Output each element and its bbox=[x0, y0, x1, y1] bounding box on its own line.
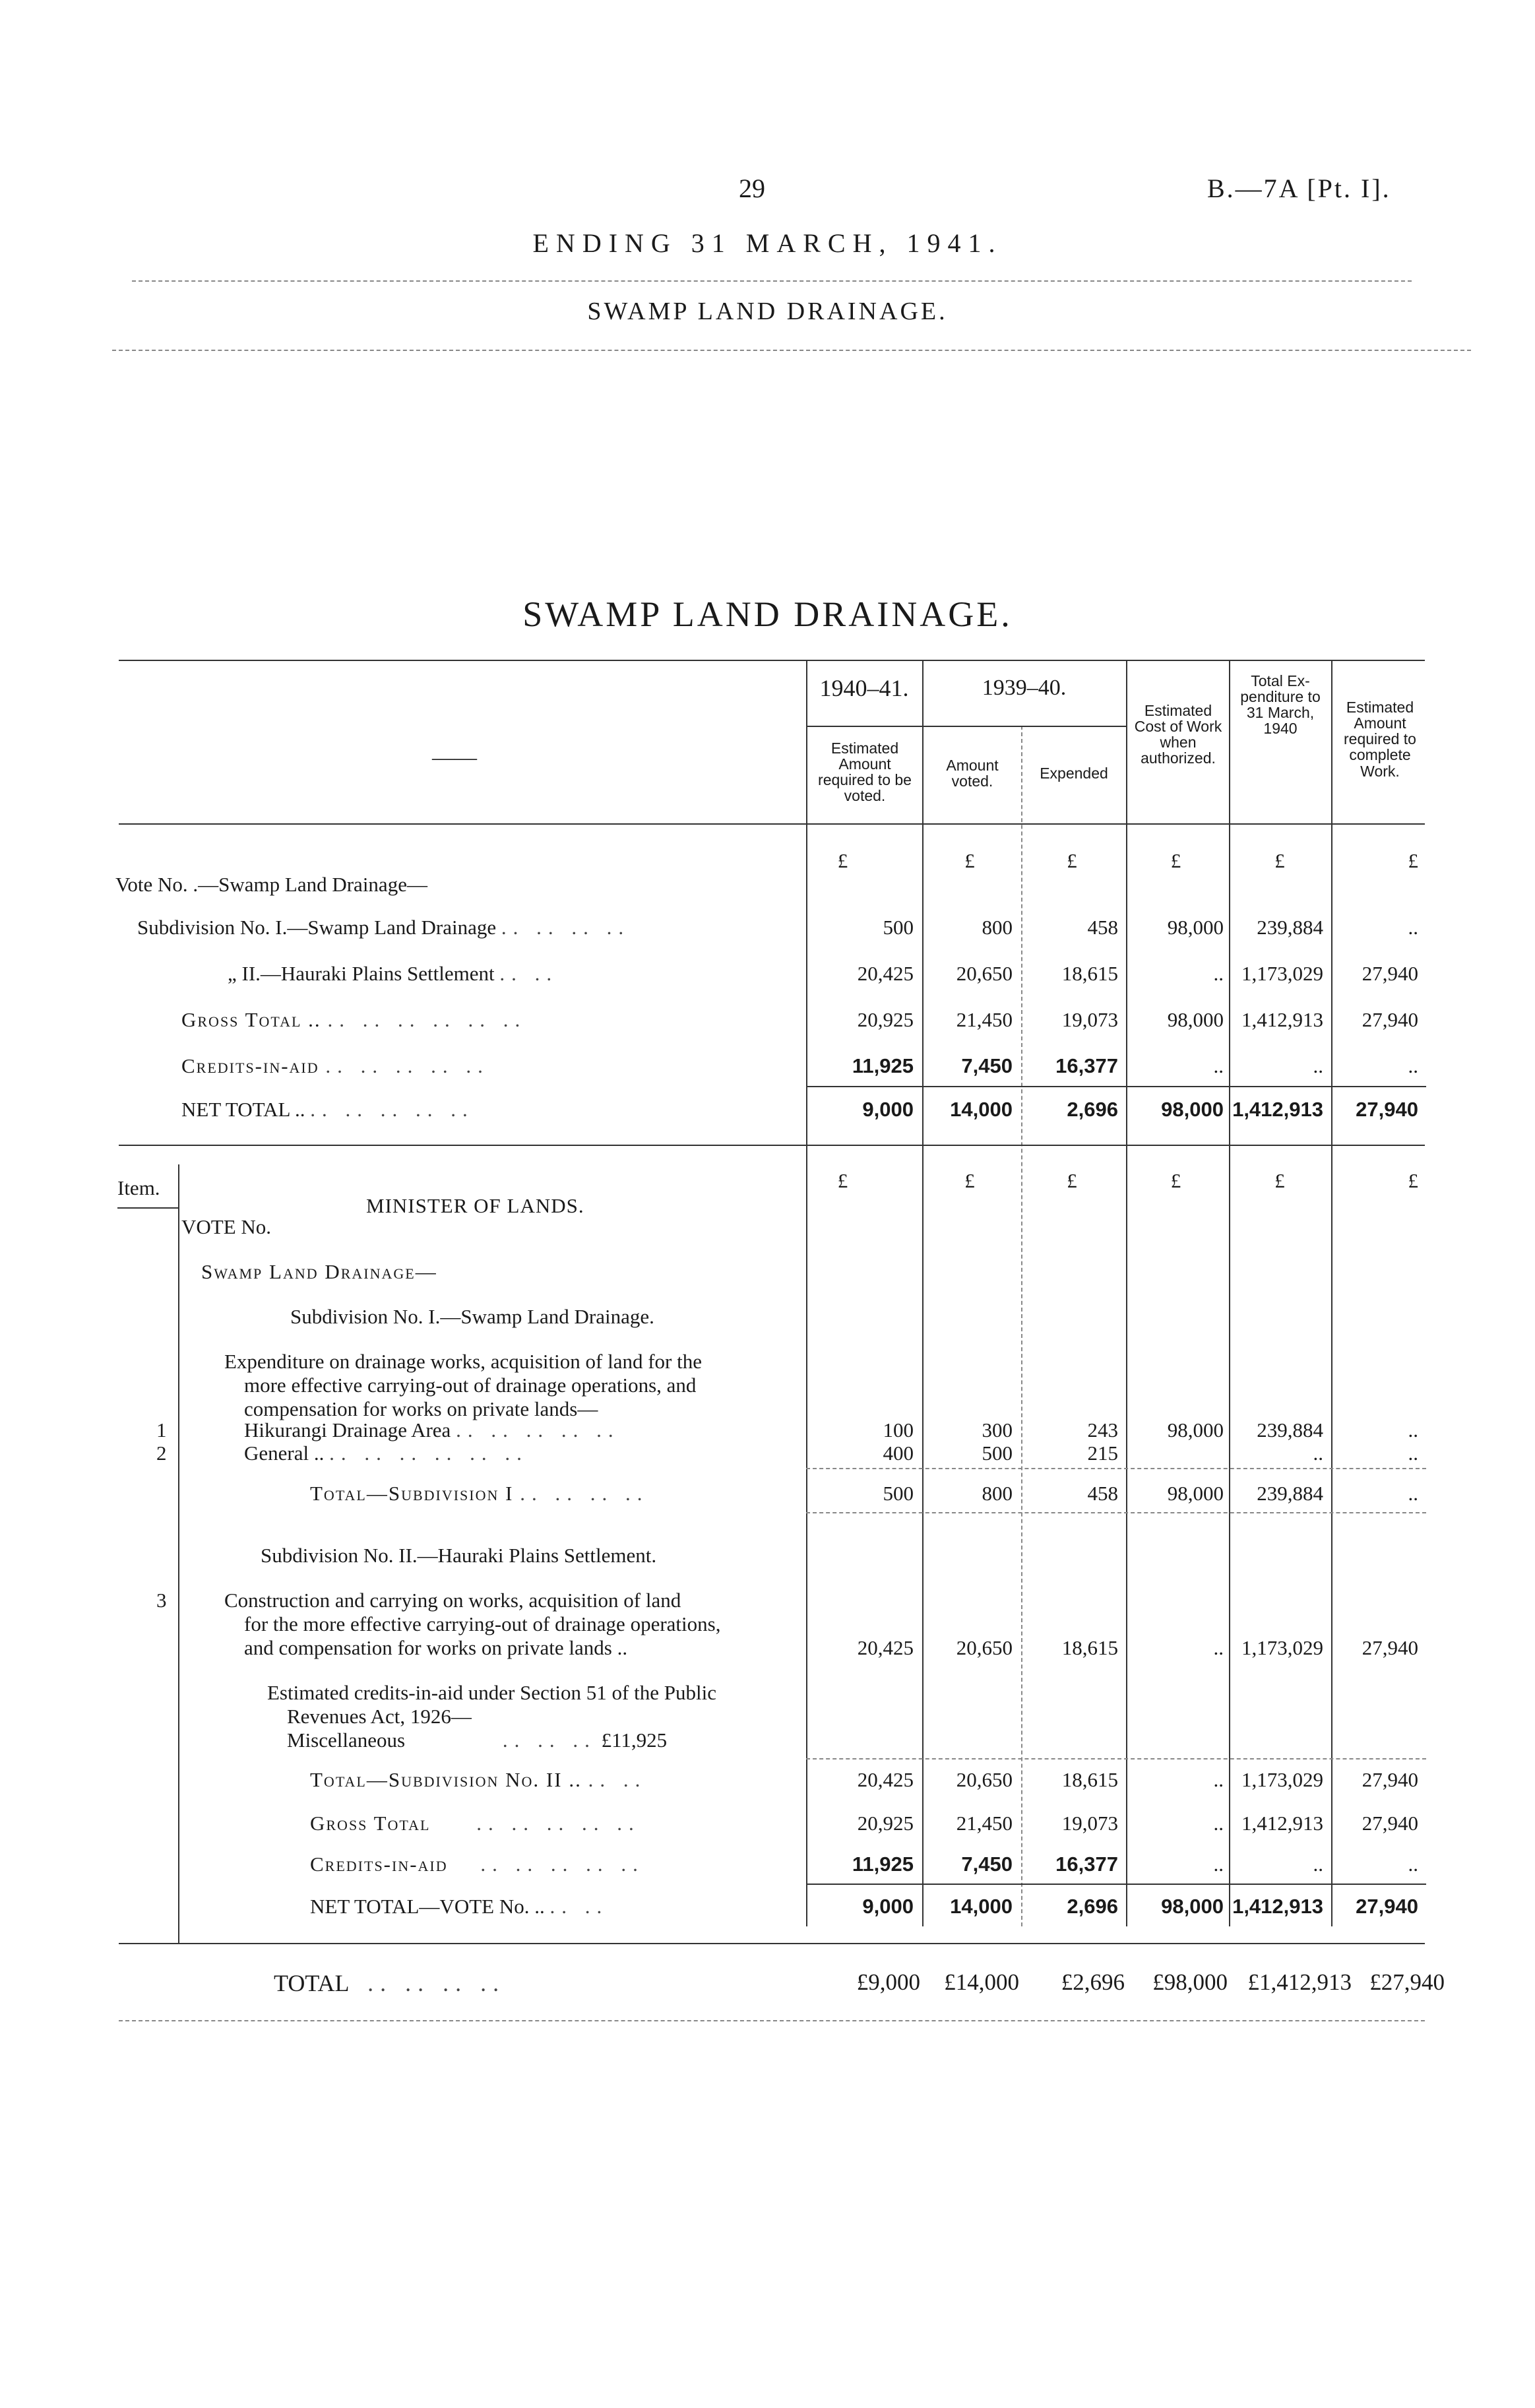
cell-expended: 16,377 bbox=[1055, 1054, 1118, 1077]
miscellaneous-line: Miscellaneous .. .. .. £11,925 bbox=[287, 1728, 668, 1752]
cell-expended: 18,615 bbox=[1061, 1768, 1118, 1791]
cell-expended: 18,615 bbox=[1061, 1636, 1118, 1659]
item-label: Hikurangi Drainage Area .. .. .. .. .. bbox=[244, 1418, 620, 1442]
cell-total-exp: 239,884 bbox=[1257, 1482, 1323, 1505]
cell-expended: 18,615 bbox=[1061, 962, 1118, 985]
section-rule bbox=[119, 1943, 1425, 1944]
period-heading: ENDING 31 MARCH, 1941. bbox=[532, 228, 1003, 258]
document-reference: B.—7A [Pt. I]. bbox=[1207, 174, 1391, 203]
cell-complete: .. bbox=[1408, 916, 1418, 939]
cell-total-exp: 1,173,029 bbox=[1241, 1768, 1323, 1791]
rule bbox=[806, 1758, 1426, 1759]
item-number: 3 bbox=[156, 1589, 167, 1612]
cell-cost: .. bbox=[1213, 1812, 1224, 1835]
cell-voted: 800 bbox=[982, 916, 1013, 939]
page-number: 29 bbox=[739, 174, 765, 203]
cell-voted: 21,450 bbox=[956, 1008, 1013, 1031]
col-separator bbox=[1021, 726, 1022, 1926]
grand-total-expenditure: £1,412,913 bbox=[1247, 1969, 1352, 1995]
cell-cost: 98,000 bbox=[1167, 1418, 1224, 1442]
cell-expended: 2,696 bbox=[1067, 1098, 1118, 1121]
cell-total-exp: 1,412,913 bbox=[1241, 1008, 1323, 1031]
cell-estimated: 20,425 bbox=[857, 1636, 914, 1659]
cell-expended: 19,073 bbox=[1061, 1812, 1118, 1835]
grand-total-estimated: £9,000 bbox=[856, 1969, 920, 1995]
cell-cost: .. bbox=[1213, 1054, 1224, 1077]
grand-total-label: TOTAL .. .. .. .. bbox=[274, 1970, 506, 1996]
cell-expended: 458 bbox=[1087, 916, 1118, 939]
cell-complete: .. bbox=[1408, 1418, 1418, 1442]
pound-sign: £ bbox=[1408, 849, 1418, 872]
cell-estimated: 20,925 bbox=[857, 1812, 914, 1835]
cell-voted: 14,000 bbox=[950, 1895, 1013, 1918]
col-estimated-cost: Estimated Cost of Work when authorized. bbox=[1134, 702, 1222, 767]
summary-vote-line: Vote No. .—Swamp Land Drainage— bbox=[115, 873, 427, 896]
bottom-rule bbox=[119, 2020, 1425, 2021]
cell-complete: 27,940 bbox=[1362, 1768, 1418, 1791]
cell-estimated: 9,000 bbox=[862, 1895, 914, 1918]
subdivision-1-title: Subdivision No. I.—Swamp Land Drainage. bbox=[290, 1305, 654, 1328]
cell-estimated: 20,425 bbox=[857, 962, 914, 985]
pound-sign: £ bbox=[1067, 1169, 1077, 1192]
cell-estimated: 500 bbox=[883, 916, 914, 939]
cell-cost: 98,000 bbox=[1161, 1895, 1224, 1918]
pound-sign: £ bbox=[1067, 849, 1077, 872]
cell-cost: 98,000 bbox=[1161, 1098, 1224, 1121]
pound-sign: £ bbox=[1170, 849, 1181, 872]
summary-row-label: Gross Total .. .. .. .. .. .. .. bbox=[181, 1008, 527, 1031]
summary-row-label: Subdivision No. I.—Swamp Land Drainage .. .. .. .. bbox=[137, 916, 631, 939]
cell-total-exp: .. bbox=[1313, 1442, 1323, 1465]
rule bbox=[806, 1086, 1426, 1087]
summary-row-label: „ II.—Hauraki Plains Settlement .. .. bbox=[228, 962, 559, 985]
divider bbox=[132, 280, 1412, 282]
header-mid-rule bbox=[806, 726, 1126, 727]
cell-cost: .. bbox=[1213, 1853, 1224, 1876]
cell-cost: .. bbox=[1213, 1768, 1224, 1791]
cell-cost: 98,000 bbox=[1167, 1008, 1224, 1031]
col-separator bbox=[922, 660, 924, 1926]
cell-expended: 458 bbox=[1087, 1482, 1118, 1505]
col-amount-voted: Amount voted. bbox=[946, 757, 999, 790]
minister-heading: MINISTER OF LANDS. bbox=[366, 1194, 584, 1217]
total-label: Gross Total .. .. .. .. .. bbox=[310, 1812, 641, 1835]
cell-voted: 7,450 bbox=[961, 1054, 1013, 1077]
cell-total-exp: 1,173,029 bbox=[1241, 1636, 1323, 1659]
item-number: 1 bbox=[156, 1418, 167, 1442]
cell-total-exp: 239,884 bbox=[1257, 916, 1323, 939]
cell-voted: 14,000 bbox=[950, 1098, 1013, 1121]
cell-complete: 27,940 bbox=[1362, 1008, 1418, 1031]
vote-number: VOTE No. bbox=[181, 1215, 272, 1238]
item-column-rule bbox=[178, 1164, 179, 1943]
cell-total-exp: 239,884 bbox=[1257, 1418, 1323, 1442]
cell-complete: .. bbox=[1408, 1482, 1418, 1505]
total-label: Total—Subdivision No. II .. .. .. bbox=[310, 1768, 647, 1791]
cell-estimated: 400 bbox=[883, 1442, 914, 1465]
col-estimated-required: Estimated Amount required to be voted. bbox=[818, 740, 912, 805]
cell-total-exp: .. bbox=[1313, 1853, 1323, 1876]
cell-total-exp: 1,412,913 bbox=[1232, 1098, 1323, 1121]
total-label: NET TOTAL—VOTE No. .. .. .. bbox=[310, 1895, 609, 1918]
swamp-drainage-heading: Swamp Land Drainage— bbox=[201, 1260, 437, 1283]
item-description: Construction and carrying on works, acquisition of land for the more effective carrying-out of drainage operations, and compensation for works on private lands .. bbox=[224, 1589, 721, 1659]
table-title: SWAMP LAND DRAINAGE. bbox=[522, 594, 1013, 634]
cell-voted: 7,450 bbox=[961, 1853, 1013, 1876]
pound-sign: £ bbox=[1274, 849, 1285, 872]
col-separator bbox=[1331, 660, 1332, 1926]
pound-sign: £ bbox=[1170, 1169, 1181, 1192]
section-rule bbox=[119, 1145, 1425, 1146]
cell-complete: 27,940 bbox=[1356, 1895, 1418, 1918]
rule bbox=[117, 1207, 178, 1209]
cell-total-exp: 1,412,913 bbox=[1232, 1895, 1323, 1918]
cell-expended: 19,073 bbox=[1061, 1008, 1118, 1031]
rule bbox=[806, 1512, 1426, 1513]
pound-sign: £ bbox=[1274, 1169, 1285, 1192]
cell-estimated: 11,925 bbox=[852, 1853, 914, 1876]
cell-complete: .. bbox=[1408, 1442, 1418, 1465]
cell-voted: 21,450 bbox=[956, 1812, 1013, 1835]
cell-total-exp: 1,173,029 bbox=[1241, 962, 1323, 985]
cell-cost: .. bbox=[1213, 1636, 1224, 1659]
item-number: 2 bbox=[156, 1442, 167, 1465]
pound-sign: £ bbox=[964, 1169, 975, 1192]
cell-voted: 800 bbox=[982, 1482, 1013, 1505]
cell-estimated: 100 bbox=[883, 1418, 914, 1442]
cell-cost: .. bbox=[1213, 962, 1224, 985]
rule bbox=[806, 1884, 1426, 1885]
col-expended: Expended bbox=[1040, 765, 1108, 782]
rule bbox=[806, 1468, 1426, 1469]
grand-total-cost: £98,000 bbox=[1152, 1969, 1228, 1995]
cell-estimated: 9,000 bbox=[862, 1098, 914, 1121]
cell-voted: 20,650 bbox=[956, 1768, 1013, 1791]
cell-voted: 20,650 bbox=[956, 1636, 1013, 1659]
divider bbox=[112, 350, 1471, 351]
cell-voted: 20,650 bbox=[956, 962, 1013, 985]
summary-row-label: NET TOTAL .. .. .. .. .. .. bbox=[181, 1098, 474, 1121]
col-separator bbox=[1126, 660, 1127, 1926]
grand-total-expended: £2,696 bbox=[1061, 1969, 1125, 1995]
cell-estimated: 20,425 bbox=[857, 1768, 914, 1791]
pound-sign: £ bbox=[1408, 1169, 1418, 1192]
subdivision-2-title: Subdivision No. II.—Hauraki Plains Settlement. bbox=[261, 1544, 657, 1567]
cell-complete: 27,940 bbox=[1362, 962, 1418, 985]
cell-expended: 16,377 bbox=[1055, 1853, 1118, 1876]
col-estimated-complete: Estimated Amount required to complete Work. bbox=[1344, 699, 1416, 780]
grand-total-voted: £14,000 bbox=[944, 1969, 1019, 1995]
cell-total-exp: .. bbox=[1313, 1054, 1323, 1077]
cell-expended: 243 bbox=[1087, 1418, 1118, 1442]
cell-complete: 27,940 bbox=[1356, 1098, 1418, 1121]
total-label: Credits-in-aid .. .. .. .. .. bbox=[310, 1853, 644, 1876]
cell-estimated: 11,925 bbox=[852, 1054, 914, 1077]
pound-sign: £ bbox=[837, 849, 848, 872]
cell-complete: .. bbox=[1408, 1054, 1418, 1077]
section-subheading: SWAMP LAND DRAINAGE. bbox=[587, 298, 948, 325]
cell-cost: 98,000 bbox=[1167, 1482, 1224, 1505]
col-separator bbox=[806, 660, 807, 1926]
cell-complete: 27,940 bbox=[1362, 1812, 1418, 1835]
credits-note: Estimated credits-in-aid under Section 51 of the Public Revenues Act, 1926— bbox=[267, 1681, 716, 1728]
item-header: Item. bbox=[117, 1176, 160, 1199]
cell-estimated: 500 bbox=[883, 1482, 914, 1505]
cell-expended: 2,696 bbox=[1067, 1895, 1118, 1918]
cell-total-exp: 1,412,913 bbox=[1241, 1812, 1323, 1835]
pound-sign: £ bbox=[837, 1169, 848, 1192]
cell-cost: 98,000 bbox=[1167, 916, 1224, 939]
pound-sign: £ bbox=[964, 849, 975, 872]
cell-voted: 500 bbox=[982, 1442, 1013, 1465]
grand-total-complete: £27,940 bbox=[1369, 1969, 1445, 1995]
summary-row-label: Credits-in-aid .. .. .. .. .. bbox=[181, 1054, 489, 1077]
total-label: Total—Subdivision I .. .. .. .. bbox=[310, 1482, 649, 1505]
col-year-1940-41: 1940–41. bbox=[819, 675, 909, 701]
subdivision-1-description: Expenditure on drainage works, acquisition of land for the more effective carrying-out of drainage operations, and compensation for works on private lands— bbox=[224, 1350, 702, 1420]
col-total-expenditure: Total Ex-penditure to 31 March, 1940 bbox=[1240, 672, 1321, 738]
cell-estimated: 20,925 bbox=[857, 1008, 914, 1031]
cell-expended: 215 bbox=[1087, 1442, 1118, 1465]
cell-complete: .. bbox=[1408, 1853, 1418, 1876]
col-separator bbox=[1229, 660, 1230, 1926]
cell-voted: 300 bbox=[982, 1418, 1013, 1442]
cell-complete: 27,940 bbox=[1362, 1636, 1418, 1659]
header-dash: —— bbox=[432, 745, 477, 770]
col-year-1939-40: 1939–40. bbox=[982, 676, 1067, 700]
item-label: General .. .. .. .. .. .. .. bbox=[244, 1442, 528, 1465]
